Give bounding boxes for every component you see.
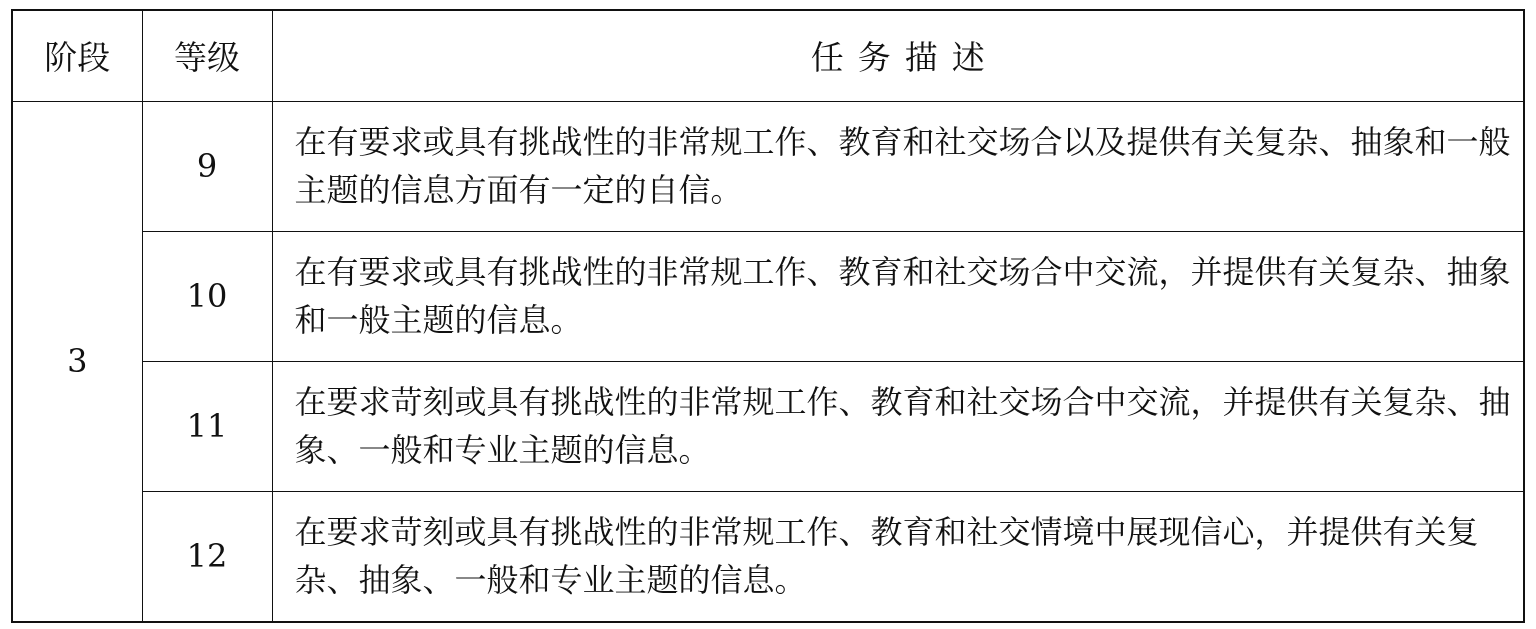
proficiency-table [11,9,1525,623]
description-cell: 在有要求或具有挑战性的非常规工作、教育和社交场合以及提供有关复杂、抽象和一般主题的信息方面有一定的自信。 [272,101,1524,231]
table-row [12,101,1524,231]
header-row [12,10,1524,101]
level-cell: 11 [142,361,272,491]
description-cell: 在要求苛刻或具有挑战性的非常规工作、教育和社交情境中展现信心，并提供有关复杂、抽象、一般和专业主题的信息。 [272,491,1524,622]
description-cell: 在有要求或具有挑战性的非常规工作、教育和社交场合中交流，并提供有关复杂、抽象和一般主题的信息。 [272,231,1524,361]
level-cell: 9 [142,101,272,231]
level-cell: 10 [142,231,272,361]
header-stage: 阶段 [12,10,142,101]
level-cell: 12 [142,491,272,622]
table-row [12,491,1524,622]
stage-cell: 3 [12,101,142,622]
table-row [12,361,1524,491]
header-level: 等级 [142,10,272,101]
header-task-description: 任务描述 [272,10,1524,101]
description-cell: 在要求苛刻或具有挑战性的非常规工作、教育和社交场合中交流，并提供有关复杂、抽象、一般和专业主题的信息。 [272,361,1524,491]
table-row [12,231,1524,361]
